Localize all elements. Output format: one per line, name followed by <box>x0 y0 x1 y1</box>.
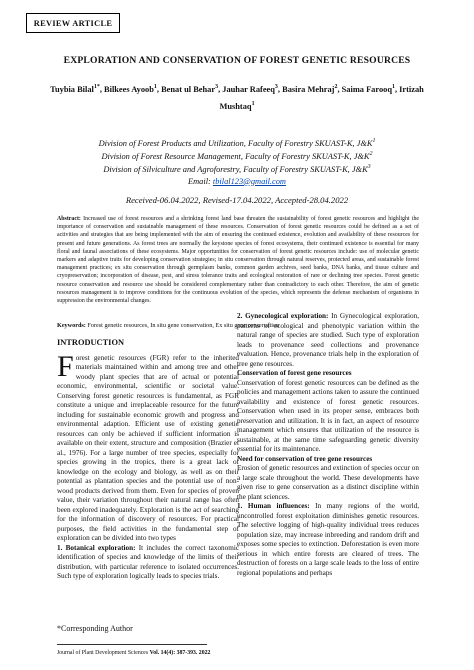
author-name: Irtizah Mushtaq$^1$ <box>219 84 424 111</box>
article-dates: Received-06.04.2022, Revised-17.04.2022, Accepted-28.04.2022 <box>125 195 349 205</box>
human-influences-heading: 1. Human influences: <box>237 502 310 510</box>
affiliations <box>40 136 434 187</box>
gynecological-exploration-text: In Gynecological exploration, patterns of ecological and phenotypic variation within the natural range of species are studied. Such type of exploration leads to provenance seed collections and provenance evaluation. Hence, provenance trials help in the exploration of tree gene resources. <box>237 312 419 368</box>
author-affiliation-marker: 1* <box>93 84 100 90</box>
abstract-text: Increased use of forest resources and a shrinking forest land base threaten the sustainability of forest genetic resources and highlight the importance of conservation and sustainable management of these resources. Conservation of forest genetic resources could be defined as a set of activities and strategies that are being implemented with the aim of ensuring the continued existence, evolution and availability of these resources for present and future generations. As forest trees are normally the keystone species of forest ecosystems, their continued existence is essential for many floral and faunal associations of these ecosystems. Major opportunities for conservation of forest genetic resources include: use of molecular genetic markers and adaptive traits for developing conservation strategies; in situ conservation through natural reserves, protected areas, and sustainable forest management practices; ex situ conservation through germplasm banks, common garden archives, seed banks, DNA banks, and tissue culture and cryopreservation; incorporation of disease, pest, and stress tolerance traits and ecological restoration of rare or declining tree species. Forest genetic resource conservation and resource use should be considered complementary rather than contradictory to each other. Therefore, the aim of genetic resources management is to improve conditions for the continuous evolution of the species, which represents the defense mechanism of organisms in suppression the environmental changes. <box>57 216 419 305</box>
conservation-heading: Conservation of forest gene resources <box>237 369 352 377</box>
keywords-label: Keywords: <box>57 322 86 329</box>
gynecological-exploration-paragraph <box>237 312 419 369</box>
botanical-exploration-heading: 1. Botanical exploration: <box>57 543 136 552</box>
author-name: Benat ul Behar$^3$ <box>161 84 219 94</box>
author-name: Basira Mehraj$^2$ <box>282 84 338 94</box>
abstract-label: Abstract: <box>57 216 81 222</box>
article-title: EXPLORATION AND CONSERVATION OF FOREST GENETIC RESOURCES <box>63 55 411 66</box>
journal-name: Journal of Plant Development Sciences <box>57 650 149 656</box>
author-affiliation-marker: 3 <box>215 84 219 90</box>
conservation-text: Conservation of forest genetic resources can be defined as the policies and management actions taken to assure the continued availability and existence of forest genetic resources. Conservation when used in its proper sense, embraces both preservation and utilization. It is in fact, an aspect of resource management which ensures that utilization of the resource is sustainable, at the same time safeguarding genetic diversity essential for its maintenance. <box>237 378 419 453</box>
author-name: Jauhar Rafeeq$^3$ <box>222 84 278 94</box>
article-type-badge: REVIEW ARTICLE <box>26 13 120 33</box>
author-affiliation-marker: 3 <box>274 84 278 90</box>
author-name: Saima Farooq$^1$ <box>341 84 395 94</box>
intro-text: orest genetic resources (FGR) refer to the inherited materials maintained within and among tree and other woody plant species that are of actual or potential economic, environmental, scientific or societal value. Conserving forest genetic resources is fundamental, as FGR constitute a unique and irreplaceable resource for the future including for sustainable economic growth and progress and environmental adaption. Efficient use of existing genetic resources can only be achieved if sufficient information is available on their extent, structure and composition (Brazier et al., 1976). For a large number of tree species, especially for species growing in the tropics, there is a great lack of knowledge on the ecology and biology, as well as on their potential as plantation species and the potential use of non-wood products derived from them. Even for species of proven value, their variation throughout their natural range has often been explored inadequately. Exploration is the act of searching for the information of discovery of resources. For practical purposes, the field activities in the fundamental step of exploration can be divided into two types <box>57 353 239 542</box>
author-affiliation-marker: 1 <box>391 84 395 90</box>
body-right-column <box>237 312 419 578</box>
author-affiliation-marker: 1 <box>251 100 255 107</box>
author-name: Bilkees Ayoob$^1$ <box>104 84 157 94</box>
gynecological-exploration-heading: 2. Gynecological exploration: <box>237 312 329 320</box>
affiliation-marker: 2 <box>369 151 373 158</box>
affiliation-marker: 1 <box>372 138 376 144</box>
email-label: Email: <box>188 176 211 186</box>
journal-citation <box>57 650 210 656</box>
email-link[interactable]: tbilal123@gmail.com <box>212 176 286 186</box>
affiliation-marker: 3 <box>367 164 371 171</box>
author-affiliation-marker: 2 <box>334 84 338 90</box>
corresponding-author-note: *Corresponding Author <box>57 624 133 633</box>
affiliation-line: Division of Forest Products and Utilization, Faculty of Forestry SKUAST-K, $J\&K^1$ <box>98 138 376 148</box>
author-list: Tuybia Bilal$^{1*}$, Bilkees Ayoob$^1$, Benat ul Behar$^3$, Jauhar Rafeeq$^3$, Basira Mehraj$^2$, Saima Farooq$^1$, Irtizah Mushtaq$^1$ <box>50 84 424 111</box>
author-name: Tuybia Bilal$^{1*}$ <box>50 84 100 94</box>
intro-paragraph <box>57 349 239 544</box>
human-influences-text: In many regions of the world, uncontrolled forest exploitation diminishes genetic resources. The selective logging of high-quality individual trees reduces population size, may increase inbreeding and random drift and exposes some species to extinction. Deforestation is even more serious in which entire forests are cleared of trees. The destruction of forests on a large scale leads to the loss of entire regional populations and perhaps <box>237 502 420 577</box>
abstract <box>57 215 419 305</box>
author-affiliation-marker: 1 <box>153 84 157 90</box>
introduction-heading: INTRODUCTION <box>57 338 125 347</box>
body-left-column <box>57 338 239 582</box>
affiliation-line: Division of Forest Resource Management, Faculty of Forestry SKUAST-K, $J\&K^2$ <box>101 151 373 161</box>
footer-divider <box>57 644 207 645</box>
email-line <box>40 176 434 187</box>
botanical-exploration-paragraph <box>57 544 239 582</box>
drop-cap: F <box>57 349 74 383</box>
need-heading: Need for conservation of tree gene resources <box>237 454 373 463</box>
journal-volume: Vol. 14(4): 387-393. 2022 <box>149 650 211 656</box>
keywords-text: Forest genetic resources, In situ gene conservation, Ex situ gene conservation <box>87 322 280 329</box>
botanical-exploration-text: It includes the correct taxonomic identification of species and knowledge of the limits of their distribution, with particular reference to isolated occurrences. Such type of exploration logically leads to species trials. <box>57 543 240 580</box>
need-text: Erosion of genetic resources and extinction of species occur on a large scale throughout the world. These developments have given rise to gene conservation as a distinct discipline within the plant sciences. <box>237 464 419 501</box>
human-influences-paragraph <box>237 502 419 578</box>
affiliation-line: Division of Silviculture and Agroforestry, Faculty of Forestry SKUAST-K, $J\&K^3$ <box>103 164 371 175</box>
